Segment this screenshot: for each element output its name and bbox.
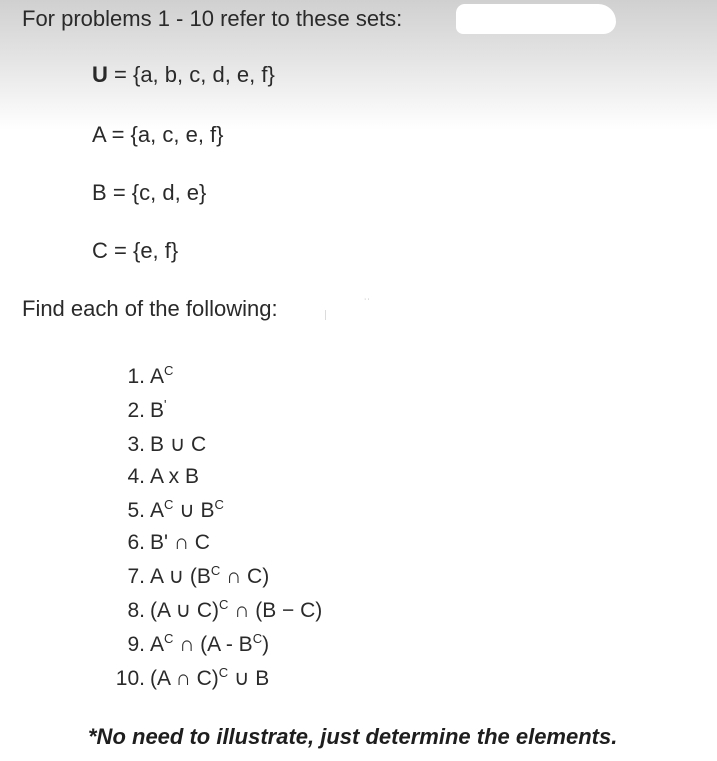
superscript: C <box>252 631 263 646</box>
set-elements: = {a, b, c, d, e, f} <box>114 62 275 87</box>
problem-number: 7. <box>127 565 145 588</box>
problem-expression: (A ∪ C) <box>150 599 220 622</box>
cursor-mark <box>325 310 326 320</box>
problem-expression: B' ∩ C <box>150 531 210 554</box>
superscript: C <box>219 597 229 612</box>
problem-expression: A ∪ (B <box>150 565 211 588</box>
problem-expression: A <box>150 365 165 388</box>
superscript: C <box>210 563 221 578</box>
set-u <box>92 62 275 88</box>
problem-expression-rest: ∪ B <box>173 499 215 522</box>
problem-expression-rest: ∩ (A - B <box>173 633 253 656</box>
problem-item <box>0 426 420 457</box>
set-elements: = {c, d, e} <box>112 180 207 205</box>
problem-number: 1. <box>127 365 145 388</box>
problem-number: 8. <box>127 599 145 622</box>
problem-expression: B <box>150 399 165 422</box>
superscript: C <box>164 497 174 512</box>
problem-item <box>0 558 420 589</box>
set-b <box>92 180 206 206</box>
redaction-mark <box>456 4 616 34</box>
problem-item <box>0 358 420 389</box>
problem-expression-close: ) <box>262 633 270 656</box>
problem-item <box>0 458 420 489</box>
problem-number: 9. <box>127 633 145 656</box>
superscript: C <box>164 631 174 646</box>
set-name: C <box>92 238 108 263</box>
problem-number: 5. <box>127 499 145 522</box>
superscript: C <box>164 363 174 378</box>
superscript: C <box>214 497 224 512</box>
problem-item <box>0 660 420 691</box>
problem-number: 6. <box>127 531 145 554</box>
problem-expression: (A ∩ C) <box>150 667 219 690</box>
intro-text: For problems 1 - 10 refer to these sets: <box>22 6 403 31</box>
problem-expression: A <box>150 633 165 656</box>
set-name: U <box>92 62 108 87</box>
set-elements: = {e, f} <box>114 238 179 263</box>
problem-expression: A x B <box>150 465 200 488</box>
set-name: B <box>92 180 107 205</box>
problem-number: 10. <box>115 667 145 690</box>
problem-number: 2. <box>127 399 145 422</box>
superscript: ' <box>164 397 167 412</box>
set-a <box>92 122 224 148</box>
set-c <box>92 238 178 264</box>
stray-marks: ˙˙ <box>364 298 371 309</box>
problem-expression-rest: ∩ (B − C) <box>228 599 323 622</box>
set-name: A <box>92 122 106 147</box>
problem-item <box>0 524 420 555</box>
problem-expression: A <box>150 499 165 522</box>
set-elements: = {a, c, e, f} <box>111 122 224 147</box>
problem-item <box>0 626 420 657</box>
footnote: *No need to illustrate, just determine the elements. <box>88 724 618 749</box>
problem-expression-rest: ∩ C) <box>220 565 270 588</box>
problem-item <box>0 392 420 423</box>
superscript: C <box>218 665 229 680</box>
instruction-text: Find each of the following: <box>22 296 278 321</box>
problem-expression: B ∪ C <box>150 433 207 456</box>
problem-number: 4. <box>127 465 145 488</box>
problem-item <box>0 492 420 523</box>
problem-expression-rest: ∪ B <box>228 667 270 690</box>
problem-number: 3. <box>127 433 145 456</box>
problem-item <box>0 592 420 623</box>
